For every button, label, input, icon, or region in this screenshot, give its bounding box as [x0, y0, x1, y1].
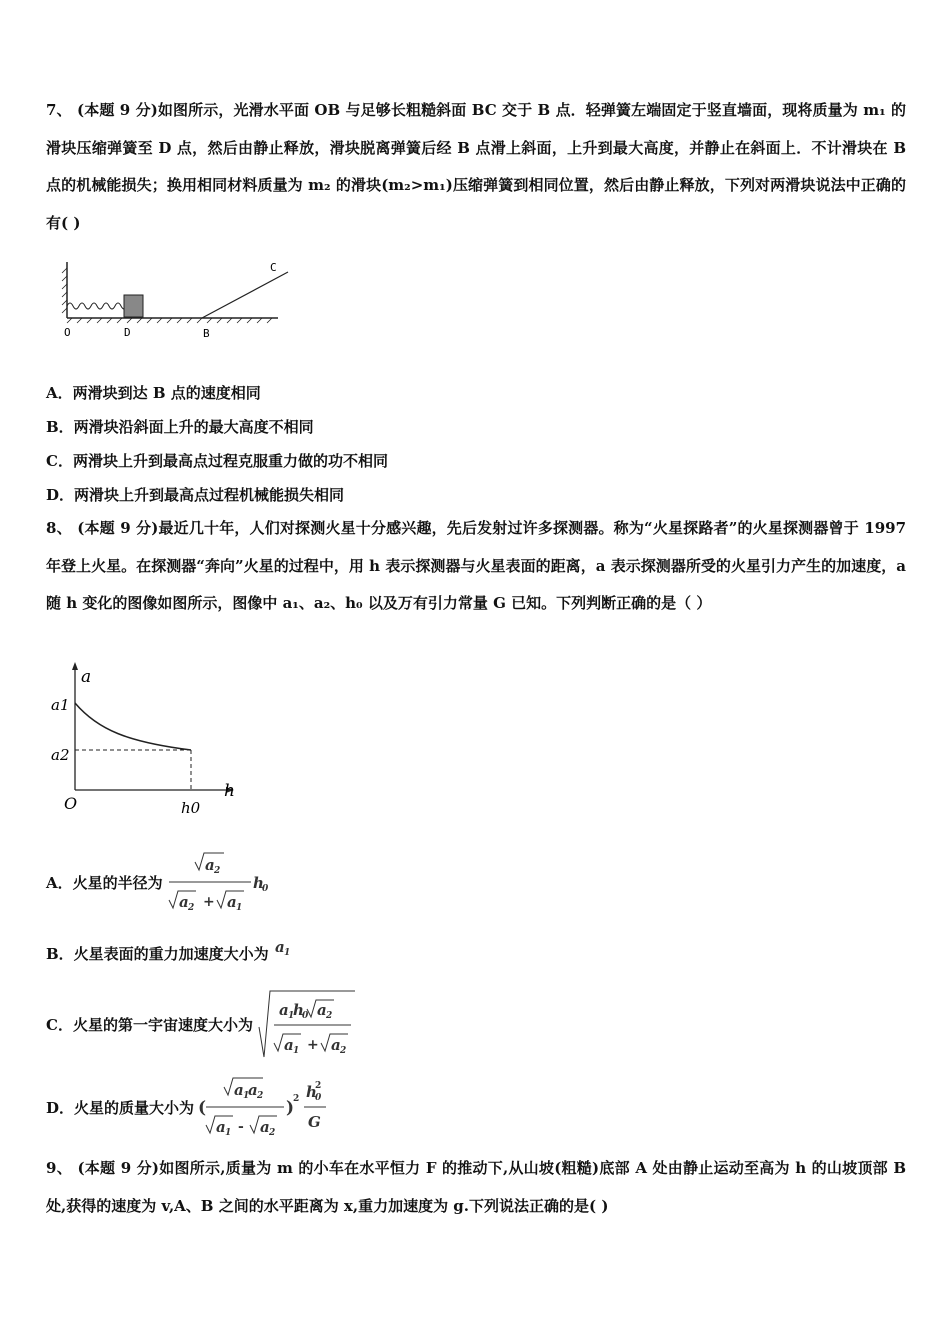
q7-option-c[interactable]: C．两滑块上升到最高点过程克服重力做的功不相同 — [46, 452, 388, 470]
svg-text:1: 1 — [283, 948, 290, 958]
svg-text:a: a — [178, 893, 189, 911]
option-label: D．火星的质量大小为 — [46, 1098, 195, 1117]
formula-radius — [167, 850, 275, 914]
question-points: (本题 9 分) — [77, 101, 158, 119]
svg-text:(: ( — [198, 1098, 207, 1118]
svg-text:1: 1 — [225, 1128, 232, 1138]
option-label: B．火星表面的重力加速度大小为 — [46, 944, 269, 963]
question-points: (本题 9 分) — [77, 519, 159, 537]
label-b: B — [203, 327, 210, 340]
question-points: (本题 9 分) — [77, 1159, 160, 1177]
question-9 — [46, 1150, 906, 1225]
q8-option-d[interactable] — [46, 1072, 330, 1142]
question-7 — [46, 92, 906, 242]
label-d: D — [124, 326, 131, 339]
svg-text:2: 2 — [187, 903, 194, 913]
formula-first-cosmic-velocity — [257, 987, 357, 1061]
svg-text:a: a — [248, 1081, 258, 1099]
question-text: 如图所示,质量为 m 的小车在水平恒力 F 的推动下,从山坡(粗糙)底部 A 处由静止运动至高为 h 的山坡顶部 B 处,获得的速度为 v,A、B 之间的水平距离为 x,重力加速度为 g.下列说法正确的是( ) — [46, 1159, 907, 1215]
svg-text:0: 0 — [261, 884, 268, 894]
axis-label-h: h — [224, 781, 235, 801]
question-text: 如图所示，光滑水平面 OB 与足够长粗糙斜面 BC 交于 B 点．轻弹簧左端固定于竖直墙面，现将质量为 m₁ 的滑块压缩弹簧至 D 点，然后由静止释放，滑块脱离弹簧后经 B 点滑上斜面，上升到最大高度，并静止在斜面上．不计滑块在 B 点的机械能损失；换用相同材料质量为 m₂ 的滑块(m₂>m₁)压缩弹簧到相同位置，然后由静止释放，下列对两滑块说法中正确的有( ) — [46, 101, 907, 232]
question-number: 9、 — [46, 1159, 72, 1177]
q7-option-a[interactable]: A．两滑块到达 B 点的速度相同 — [46, 384, 261, 402]
svg-text:0: 0 — [315, 1093, 322, 1103]
slider-block — [124, 295, 143, 317]
question-8 — [46, 510, 906, 623]
svg-text:1: 1 — [292, 1046, 300, 1056]
label-c: C — [270, 261, 277, 274]
svg-text:a: a — [316, 1001, 327, 1019]
option-label: A．火星的半径为 — [46, 873, 163, 892]
svg-text:+: + — [306, 1037, 319, 1053]
label-h0: h0 — [181, 799, 201, 817]
question-text: 最近几十年，人们对探测火星十分感兴趣，先后发射过许多探测器。称为“火星探路者”的火星探测器曾于 1997 年登上火星。在探测器“奔向”火星的过程中，用 h 表示探测器与火星表面的距离，a 表示探测器所受的火星引力产生的加速度，a 随 h 变化的图像如图所示，图像中 a₁、a₂、h₀ 以及万有引力常量 G 已知。下列判断正确的是（ ） — [46, 519, 907, 612]
svg-text:a: a — [234, 1081, 244, 1099]
svg-text:a: a — [260, 1118, 270, 1136]
svg-text:a: a — [274, 938, 285, 956]
svg-text:+: + — [202, 894, 215, 910]
svg-text:2: 2 — [315, 1081, 322, 1091]
svg-text:): ) — [286, 1098, 295, 1118]
question-number: 7、 — [46, 101, 72, 119]
formula-mass — [198, 1075, 330, 1139]
svg-text:2: 2 — [339, 1046, 347, 1056]
svg-text:-: - — [238, 1119, 244, 1135]
q7-option-d[interactable]: D．两滑块上升到最高点过程机械能损失相同 — [46, 486, 345, 504]
option-label: C．火星的第一宇宙速度大小为 — [46, 1015, 253, 1034]
svg-text:a: a — [330, 1036, 341, 1054]
q8-option-b[interactable] — [46, 935, 297, 971]
svg-text:2: 2 — [269, 1128, 276, 1138]
label-a2: a2 — [51, 746, 70, 764]
q8-option-a[interactable] — [46, 846, 275, 918]
svg-text:1: 1 — [243, 1091, 250, 1101]
svg-text:2: 2 — [293, 1094, 300, 1104]
svg-text:1: 1 — [287, 1011, 295, 1021]
spring-incline-figure — [58, 258, 290, 342]
label-origin: O — [64, 794, 78, 813]
svg-text:a: a — [216, 1118, 226, 1136]
question-number: 8、 — [46, 519, 72, 537]
svg-text:2: 2 — [257, 1091, 264, 1101]
acceleration-curve — [75, 703, 191, 750]
label-o: O — [64, 326, 71, 339]
svg-text:1: 1 — [235, 903, 242, 913]
svg-text:h: h — [252, 874, 264, 892]
svg-text:a: a — [226, 893, 237, 911]
svg-text:2: 2 — [213, 866, 220, 876]
label-a1: a1 — [51, 696, 70, 714]
y-axis-arrow — [72, 662, 78, 670]
spring — [67, 303, 133, 309]
svg-text:a: a — [204, 856, 215, 874]
svg-text:h: h — [306, 1083, 317, 1101]
svg-text:h: h — [292, 1001, 304, 1019]
svg-text:2: 2 — [325, 1011, 333, 1021]
acceleration-height-graph — [48, 660, 244, 818]
svg-text:a: a — [278, 1001, 289, 1019]
svg-text:G: G — [308, 1113, 321, 1131]
q7-option-b[interactable]: B．两滑块沿斜面上升的最大高度不相同 — [46, 418, 314, 436]
svg-text:0: 0 — [301, 1011, 309, 1021]
svg-text:a: a — [283, 1036, 294, 1054]
incline-line — [202, 272, 288, 318]
formula-gravity — [273, 938, 297, 968]
q8-option-c[interactable] — [46, 985, 357, 1063]
axis-label-a: a — [81, 667, 92, 687]
